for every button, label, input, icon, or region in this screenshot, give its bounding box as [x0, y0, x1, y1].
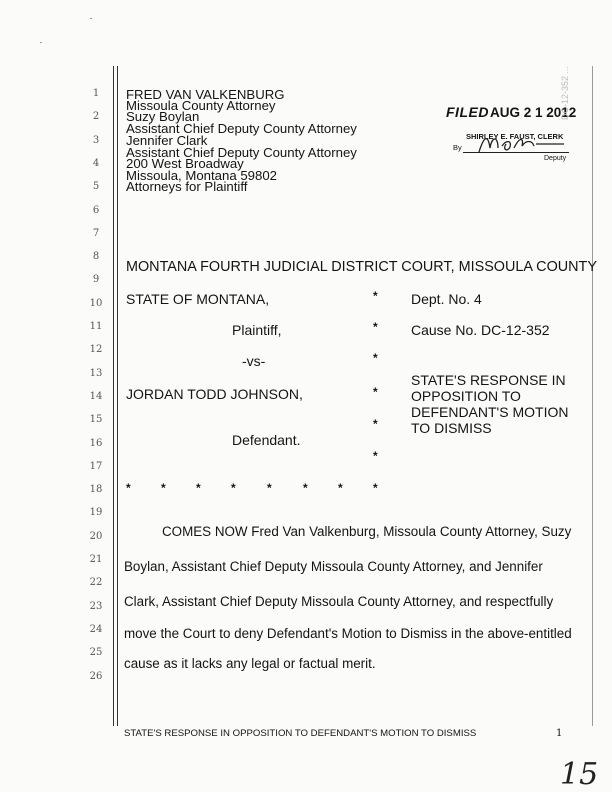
- filed-stamp-by: By: [453, 143, 462, 152]
- caption-divider-asterisk: *: [338, 481, 343, 495]
- body-text-line: Clark, Assistant Chief Deputy Missoula County Attorney, and respectfully: [124, 594, 554, 609]
- caption-divider-asterisk: *: [196, 481, 201, 495]
- line-number: 10: [89, 297, 103, 309]
- caption-divider-asterisk: *: [231, 481, 236, 495]
- filed-stamp-deputy: Deputy: [544, 155, 567, 162]
- filed-stamp-label: FILED: [446, 104, 489, 120]
- caption-asterisk: *: [373, 289, 378, 303]
- scan-speck: [90, 18, 92, 19]
- caption-asterisk: *: [373, 385, 378, 399]
- line-number: 23: [89, 600, 103, 612]
- filed-stamp-clerk: SHIRLEY E. FAUST, CLERK: [466, 132, 564, 141]
- attorney-name: Jennifer Clark: [126, 133, 208, 148]
- line-number: 6: [92, 204, 100, 216]
- cause-number: Cause No. DC-12-352: [411, 322, 550, 338]
- line-number: 22: [89, 577, 103, 589]
- right-margin-rule: [592, 66, 593, 726]
- caption-asterisk: *: [373, 449, 378, 463]
- caption-divider-asterisk: *: [161, 481, 166, 495]
- defendant-name: JORDAN TODD JOHNSON,: [126, 386, 303, 402]
- line-number: 2: [92, 111, 100, 123]
- left-margin-rule-inner: [117, 66, 118, 726]
- document-title-line: OPPOSITION TO: [411, 388, 521, 404]
- scan-speck: [40, 42, 42, 43]
- caption-asterisk: *: [373, 351, 378, 365]
- body-text-line: COMES NOW Fred Van Valkenburg, Missoula County Attorney, Suzy: [162, 524, 572, 539]
- caption-divider-asterisk: *: [303, 481, 308, 495]
- line-number: 1: [92, 88, 100, 99]
- line-number: 4: [92, 157, 100, 169]
- attorney-role: Attorneys for Plaintiff: [126, 179, 248, 194]
- filed-stamp-date: AUG 2 1 2012: [490, 105, 577, 120]
- body-text-line: move the Court to deny Defendant's Motion to Dismiss in the above-entitled: [124, 626, 572, 641]
- line-number: 17: [89, 460, 103, 472]
- document-title-line: TO DISMISS: [411, 420, 492, 436]
- attorney-title: Missoula County Attorney: [126, 98, 276, 113]
- caption-asterisk: *: [373, 320, 378, 334]
- caption-asterisk: *: [373, 417, 378, 431]
- line-number: 3: [92, 134, 100, 146]
- footer-page-number: 1: [556, 728, 563, 739]
- line-number: 24: [89, 623, 103, 635]
- attorney-name: Suzy Boylan: [126, 109, 200, 124]
- line-number: 16: [89, 437, 103, 449]
- footer-title: STATE'S RESPONSE IN OPPOSITION TO DEFENDANT'S MOTION TO DISMISS: [124, 728, 477, 739]
- left-margin-rule: [113, 66, 114, 726]
- line-number: 25: [89, 647, 103, 659]
- line-number: 15: [89, 414, 103, 426]
- document-title-line: STATE'S RESPONSE IN: [411, 372, 566, 388]
- line-number: 19: [89, 507, 103, 519]
- side-stamp: DC-12-352 ...: [560, 65, 570, 120]
- versus: -vs-: [242, 353, 266, 369]
- line-number: 20: [89, 530, 103, 542]
- attorney-title: Assistant Chief Deputy County Attorney: [126, 121, 357, 136]
- line-number: 9: [92, 274, 100, 286]
- document-title-line: DEFENDANT'S MOTION: [411, 404, 569, 420]
- line-number: 7: [92, 227, 100, 239]
- attorney-name: FRED VAN VALKENBURG: [126, 87, 285, 102]
- caption-divider-asterisk: *: [373, 481, 378, 495]
- body-text-line: Boylan, Assistant Chief Deputy Missoula County Attorney, and Jennifer: [124, 559, 543, 574]
- dept-number: Dept. No. 4: [411, 291, 482, 307]
- line-number: 12: [89, 344, 103, 356]
- caption-divider-asterisk: *: [267, 481, 272, 495]
- attorney-address: Missoula, Montana 59802: [126, 168, 278, 183]
- line-number: 5: [92, 181, 100, 193]
- caption-divider-asterisk: *: [126, 481, 131, 495]
- clerk-signature-icon: [476, 132, 566, 156]
- court-title: MONTANA FOURTH JUDICIAL DISTRICT COURT, MISSOULA COUNTY: [126, 259, 597, 275]
- line-number: 11: [89, 321, 103, 332]
- line-number: 8: [92, 251, 100, 263]
- defendant-role: Defendant.: [232, 432, 301, 448]
- attorney-address: 200 West Broadway: [126, 156, 244, 171]
- handwritten-page-number: 15: [560, 757, 599, 792]
- line-number: 18: [89, 484, 103, 496]
- line-number: 26: [89, 670, 103, 682]
- line-number: 13: [89, 367, 103, 379]
- body-text-line: cause as it lacks any legal or factual merit.: [124, 656, 376, 671]
- line-number: 14: [89, 390, 103, 402]
- plaintiff-role: Plaintiff,: [232, 322, 282, 338]
- plaintiff-name: STATE OF MONTANA,: [126, 291, 270, 307]
- line-number: 21: [89, 554, 103, 565]
- attorney-title: Assistant Chief Deputy County Attorney: [126, 145, 357, 160]
